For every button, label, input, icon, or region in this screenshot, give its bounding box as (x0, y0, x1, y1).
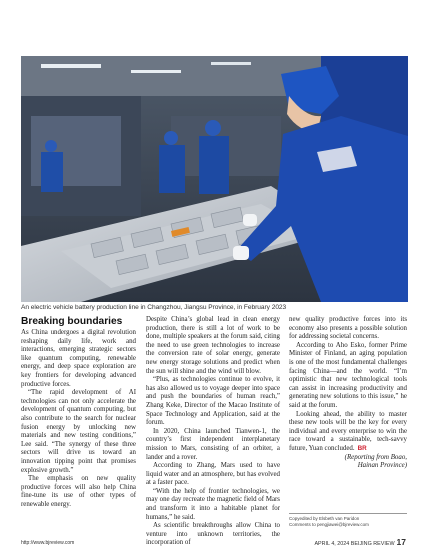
footer-url[interactable]: http://www.bjreview.com (21, 540, 75, 546)
section-heading: Breaking boundaries (21, 316, 123, 327)
paragraph: “The rapid development of AI technologies can not only accelerate the development of quantum computing, but also contribute to the search for nuclear fusion energy by unlocking new materials and new testing conditions,” Lee said. “The synergy of these three sectors will drive us toward an innovation tipping point that promises explosive growth.” (21, 389, 136, 474)
paragraph (289, 411, 407, 454)
copyedit-note (289, 516, 407, 528)
footer-issue (314, 537, 406, 547)
battery-line-photo (21, 56, 408, 302)
paragraph: In 2020, China launched Tianwen-1, the country’s first independent interplanetary mission to Mars, consisting of an orbiter, a lander and a rover. (146, 427, 280, 461)
article-column-2 (146, 316, 280, 548)
paragraph: new quality productive forces into its economy also presents a possible solution for addressing societal concerns. (289, 316, 407, 341)
reporting-location: (Reporting from Boao, (344, 453, 407, 461)
issue-date: APRIL 4, 2024 BEIJING REVIEW (314, 541, 395, 547)
paragraph: As China undergoes a digital revolution reshaping daily life, work and interactions, emerging strategic sectors like quantum computing, renewable energy, and deep space exploration are key frontiers for developing advanced productive forces. (21, 329, 136, 388)
paragraph: According to Aho Esko, former Prime Minister of Finland, an aging population is one of the most fundamental challenges facing China—and the world. “I’m optimistic that new technological tools can assist in increasing productivity and generating new solutions to this issue,” he said at the forum. (289, 341, 407, 409)
end-mark: BR (357, 444, 367, 452)
paragraph: “With the help of frontier technologies, we may one day recreate the magnetic field of Mars and transform it into a habitable planet for humans,” he said. (146, 487, 280, 521)
paragraph: “Plus, as technologies continue to evolve, it has also allowed us to voyage deeper into space and push the boundaries of human reach,” Zhang Keke, Director of the Macao Institute of Space Technology and Application, said at the forum. (146, 376, 280, 427)
paragraph: As scientific breakthroughs allow China to venture into unknown territories, the incorporation of (146, 522, 280, 547)
reporting-province: Hainan Province) (357, 462, 407, 470)
paragraph: Despite China’s global lead in clean energy production, there is still a lot of work to be done, multiple speakers at the forum said, citing the need to use green technologies to increase the conversion rate of solar energy, generate new energy storage solutions and predict when the sun will shine and the wind will blow. (146, 316, 280, 375)
photo-caption: An electric vehicle battery production line in Changzhou, Jiangsu Province, in February 2023 (21, 304, 287, 311)
paragraph-text: Looking ahead, the ability to master these new tools will be the key for every individual and every enterprise to win the race toward a sustainable, tech-savvy future, Yuan concluded. (289, 410, 407, 452)
divider (289, 513, 407, 514)
article-column-1 (21, 316, 136, 509)
paragraph: According to Zhang, Mars used to have liquid water and an atmosphere, but has evolved at a faster pace. (146, 462, 280, 487)
article-photo (21, 56, 408, 302)
paragraph: The emphasis on new quality productive forces will also help China fine-tune its use of other types of renewable energy. (21, 475, 136, 508)
copyeditor-line: Copyedited by Elsbeth van Paridon (289, 516, 360, 521)
page-number: 17 (396, 537, 406, 547)
comments-line: Comments to pengjiawei@bjreview.com (289, 522, 369, 527)
article-column-3 (289, 316, 407, 471)
